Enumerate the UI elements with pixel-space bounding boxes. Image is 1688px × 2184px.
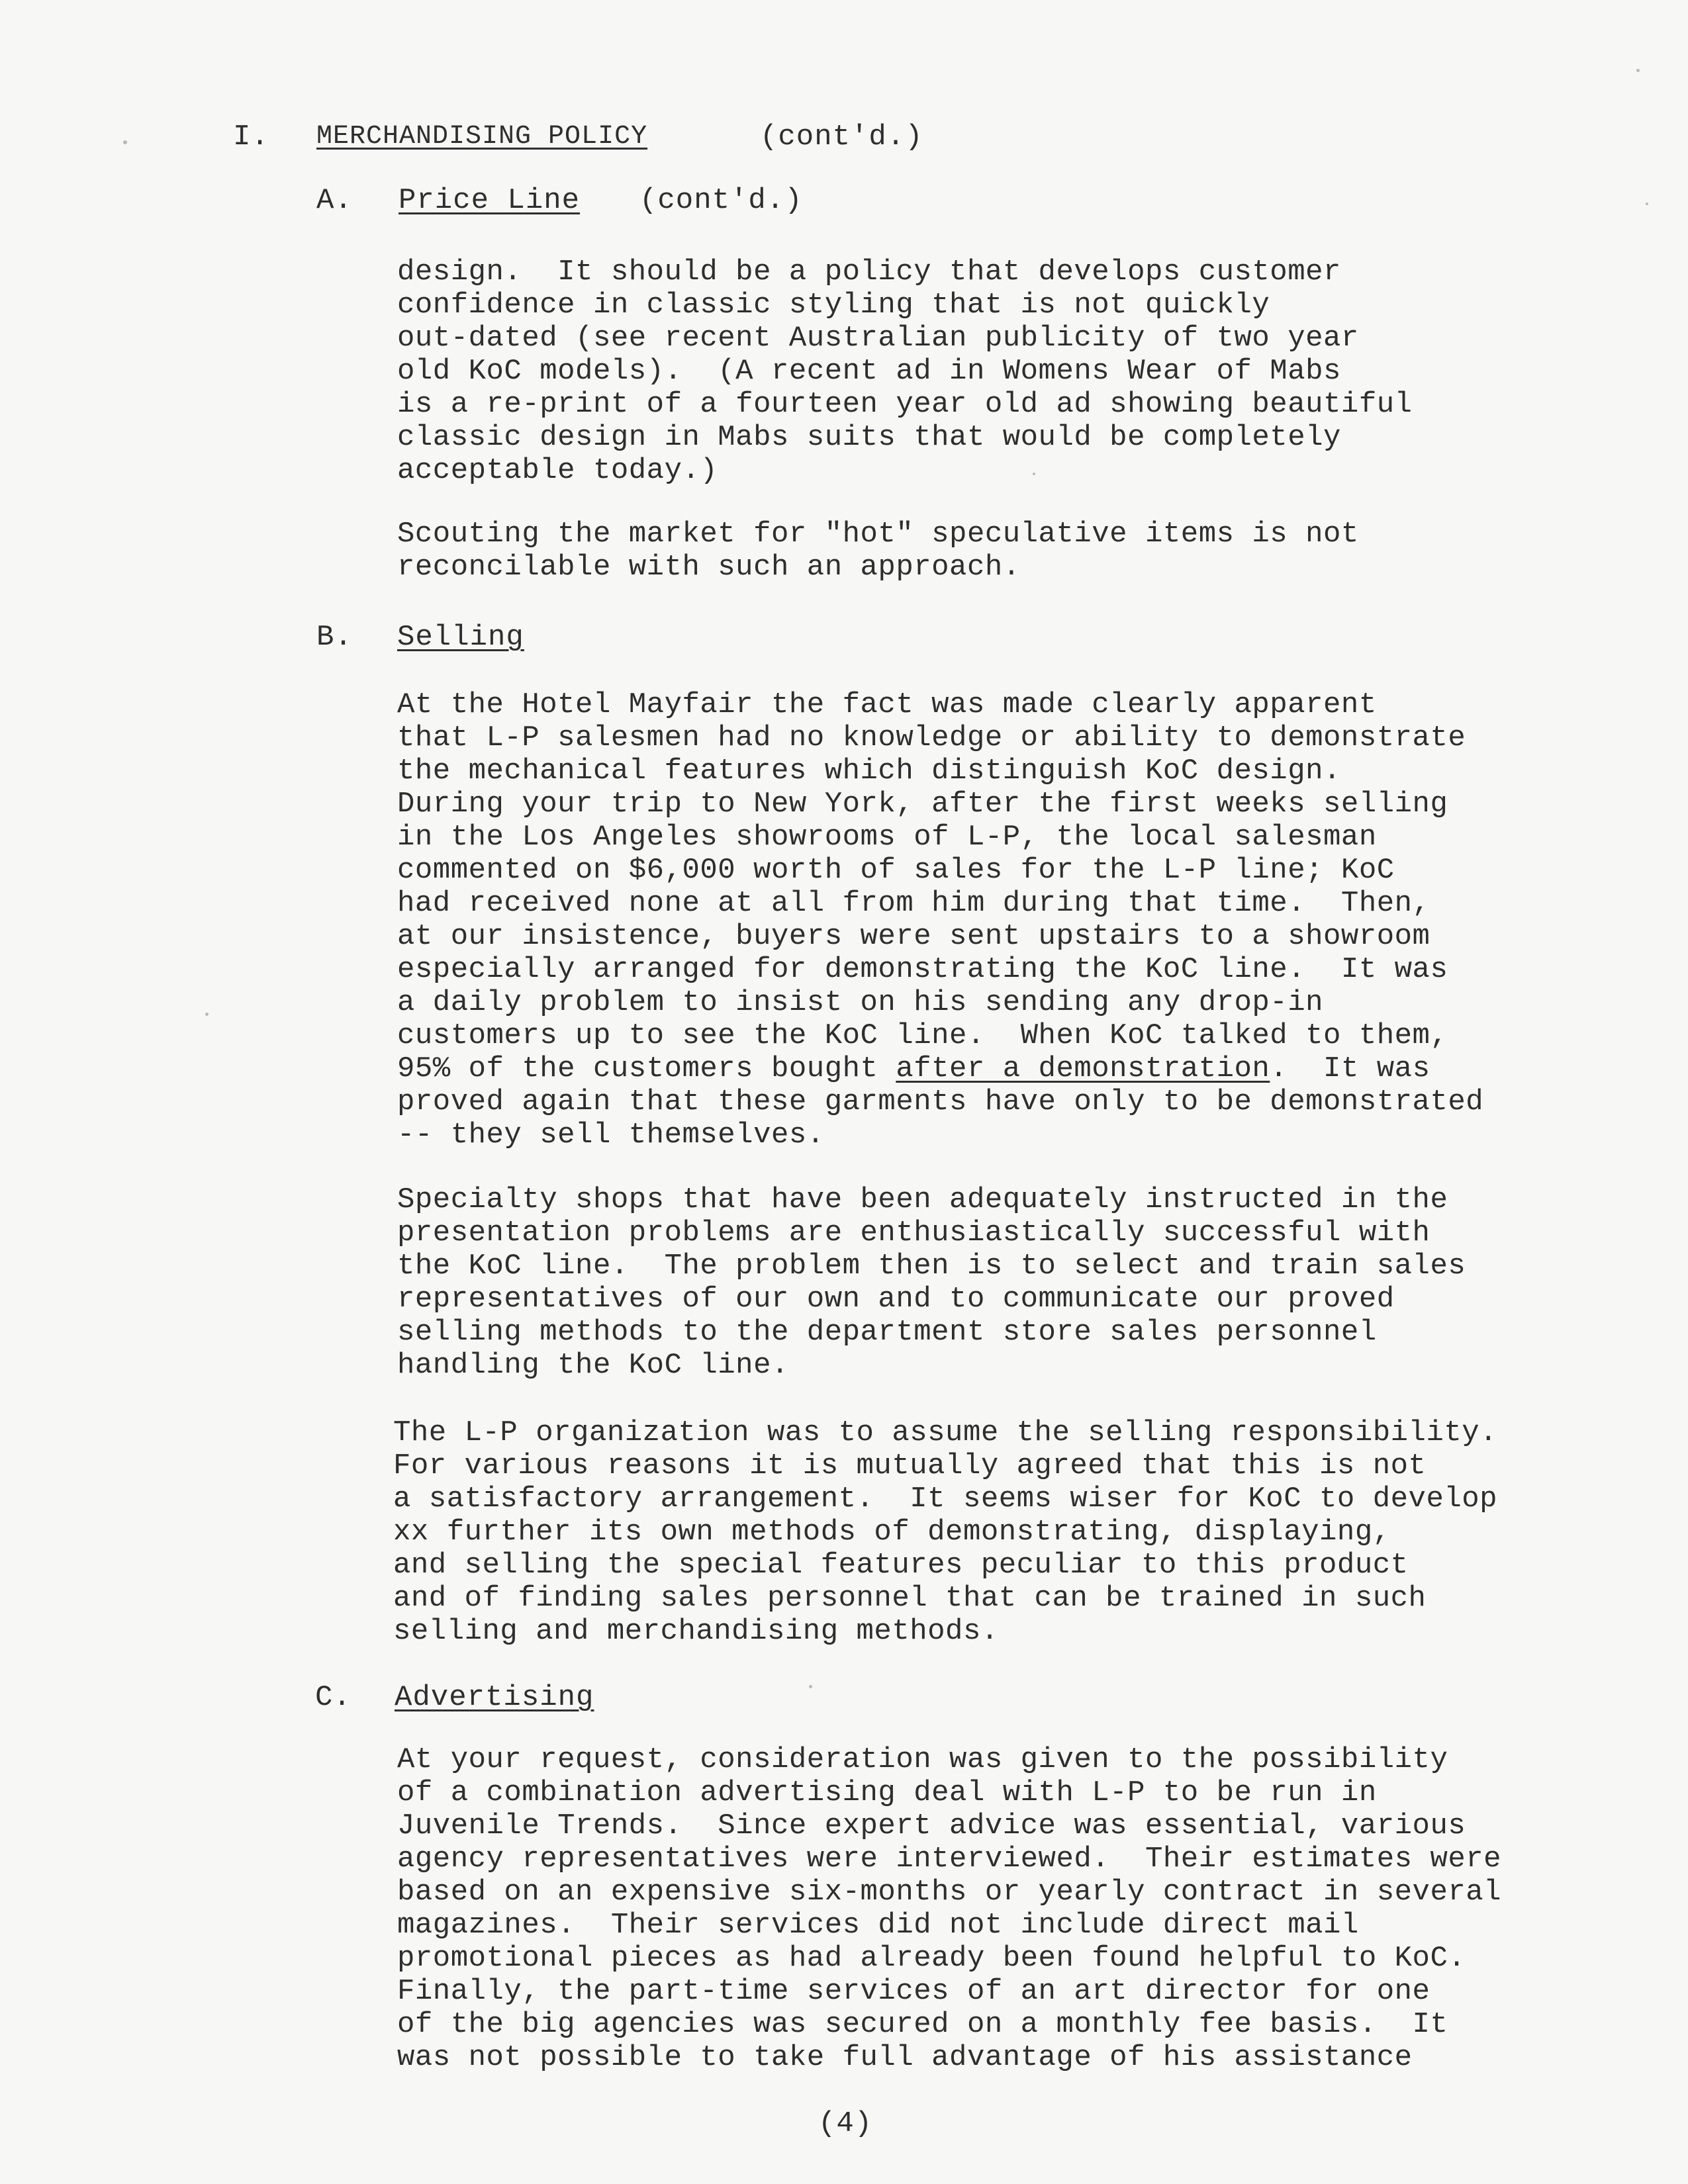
text-line-underlined [397, 1052, 1655, 1085]
text-line: Specialty shops that have been adequately instructed in the [397, 1183, 1448, 1216]
scan-speck [809, 1685, 812, 1688]
text-line: confidence in classic styling that is not quickly [397, 289, 1270, 322]
scan-speck [1033, 473, 1035, 475]
text-line: was not possible to take full advantage of his assistance [397, 2041, 1413, 2074]
text-line: Juvenile Trends. Since expert advice was essential, various [397, 1809, 1466, 1843]
section-suffix: (cont'd.) [760, 120, 923, 154]
paragraph-b1 [397, 688, 1655, 1152]
text-line: During your trip to New York, after the first weeks selling [397, 788, 1448, 821]
text-line: representatives of our own and to communicate our proved [397, 1283, 1395, 1316]
text-line: design. It should be a policy that develops customer [397, 255, 1341, 289]
paragraph-a1 [397, 255, 1655, 487]
text-line: of the big agencies was secured on a monthly fee basis. It [397, 2008, 1448, 2041]
subsection-c-title: Advertising [395, 1681, 594, 1714]
paragraph-b3 [393, 1416, 1651, 1648]
scan-speck [205, 1013, 209, 1016]
text-line: a satisfactory arrangement. It seems wiser for KoC to develop [393, 1482, 1498, 1516]
paragraph-c1 [397, 1743, 1655, 2074]
text-line: Scouting the market for "hot" speculative items is not [397, 518, 1359, 551]
text-line: had received none at all from him during that time. Then, [397, 887, 1430, 920]
subsection-a-title: Price Line [399, 184, 581, 217]
text-line: The L-P organization was to assume the selling responsibility. [393, 1416, 1498, 1449]
scan-speck [123, 140, 127, 144]
subsection-b-title: Selling [397, 621, 524, 654]
subsection-c-letter: C. [315, 1681, 352, 1714]
text-line: presentation problems are enthusiastically successful with [397, 1216, 1430, 1250]
text-line: xx further its own methods of demonstrating, displaying, [393, 1516, 1391, 1549]
text-segment: 95% of the customers bought [397, 1052, 896, 1085]
text-line: in the Los Angeles showrooms of L-P, the local salesman [397, 821, 1377, 854]
text-line: At the Hotel Mayfair the fact was made clearly apparent [397, 688, 1377, 721]
text-line: For various reasons it is mutually agreed that this is not [393, 1449, 1427, 1482]
text-line: commented on $6,000 worth of sales for the L-P line; KoC [397, 854, 1395, 887]
text-line: out-dated (see recent Australian publicity of two year [397, 322, 1359, 355]
text-line: agency representatives were interviewed. Their estimates were [397, 1843, 1502, 1876]
text-line: proved again that these garments have only to be demonstrated [397, 1085, 1484, 1118]
text-line: and of finding sales personnel that can be trained in such [393, 1582, 1427, 1615]
text-line: selling and merchandising methods. [393, 1615, 999, 1648]
underlined-phrase: after a demonstration [896, 1052, 1270, 1085]
scan-speck [1646, 203, 1648, 205]
text-line: a daily problem to insist on his sending any drop-in [397, 986, 1324, 1019]
text-line: promotional pieces as had already been found helpful to KoC. [397, 1942, 1466, 1975]
text-line: and selling the special features peculiar to this product [393, 1549, 1409, 1582]
text-line: old KoC models). (A recent ad in Womens Wear of Mabs [397, 355, 1341, 388]
paragraph-a2 [397, 518, 1655, 584]
text-line: at our insistence, buyers were sent upstairs to a showroom [397, 920, 1430, 953]
text-line: based on an expensive six-months or yearly contract in several [397, 1876, 1502, 1909]
text-line: reconcilable with such an approach. [397, 551, 1021, 584]
text-line: customers up to see the KoC line. When KoC talked to them, [397, 1019, 1448, 1052]
subsection-a-suffix: (cont'd.) [639, 184, 803, 217]
subsection-a-letter: A. [316, 184, 353, 217]
text-line: Finally, the part-time services of an art director for one [397, 1975, 1430, 2008]
subsection-b-letter: B. [316, 621, 353, 654]
text-line: especially arranged for demonstrating the KoC line. It was [397, 953, 1448, 986]
page-number: (4) [818, 2107, 873, 2140]
text-line: is a re-print of a fourteen year old ad showing beautiful [397, 388, 1413, 421]
section-title: MERCHANDISING POLICY [316, 122, 648, 152]
section-numeral: I. [233, 120, 269, 154]
text-line: the mechanical features which distinguish KoC design. [397, 754, 1341, 788]
text-line: -- they sell themselves. [397, 1118, 825, 1152]
text-line: that L-P salesmen had no knowledge or ability to demonstrate [397, 721, 1466, 754]
text-line: magazines. Their services did not include direct mail [397, 1909, 1359, 1942]
text-line: selling methods to the department store sales personnel [397, 1316, 1377, 1349]
text-line: classic design in Mabs suits that would be completely [397, 421, 1341, 454]
text-line: At your request, consideration was given to the possibility [397, 1743, 1448, 1776]
text-line: handling the KoC line. [397, 1349, 789, 1382]
text-line: the KoC line. The problem then is to select and train sales [397, 1250, 1466, 1283]
paragraph-b2 [397, 1183, 1655, 1382]
text-line: of a combination advertising deal with L-P to be run in [397, 1776, 1377, 1809]
text-line: acceptable today.) [397, 454, 718, 487]
scan-speck [1636, 69, 1640, 72]
text-segment: . It was [1270, 1052, 1430, 1085]
